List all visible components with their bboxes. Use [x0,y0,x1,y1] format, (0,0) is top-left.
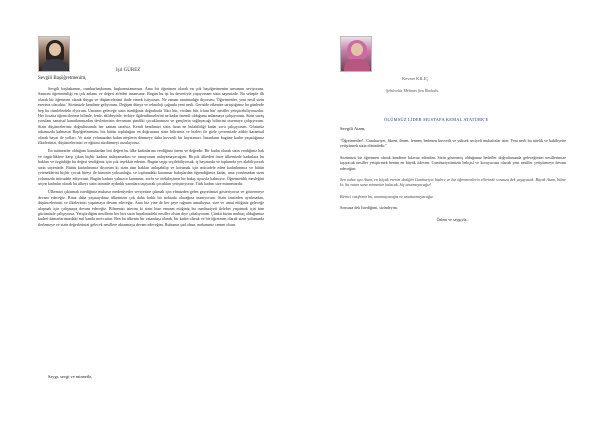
shoulders-shape [42,59,68,72]
author-name-right: Kevser KILIÇ [402,76,429,81]
letter-body-right [340,138,566,226]
closing-right: Özlem ve saygıyla... [436,216,470,222]
author-name-left: Işıl GÜREZ [116,68,141,73]
author-photo-right [340,36,372,72]
greeting-right: Sevgili Atam, [340,126,366,131]
letter-body-left [38,86,264,230]
face-shape [351,43,363,56]
paragraph: Sonsuza dek İstediğimi, sizindeyim. [340,205,398,211]
author-photo-left [38,36,70,72]
paragraph: Sen rahat uyu Atam, en büyük eserim dediğin Cumhuriyet bizlere ve biz öğretmenlerin ellerinde sonsuza dek yaşayacak. Büyük Atam, bilme ki; bu vatan sana minnettar kalacak, hiç unutmayacağız! [340,177,566,188]
closing-left: Saygı, sevgi ve minnetle, [48,374,93,379]
paragraph: "Öğretmenler!.. Cumhuriyet, fikren, ilmen, fennen, bedenen kuvvetli ve yüksek seciyeli muhafızlar ister. Yeni nesli bu nitelik ve kabiliyette yetiştirmek sizin elinizdedir." [340,138,566,149]
greeting-left: Sevgili Başöğretmenim, [38,76,87,81]
paragraph: Sevgili başbakanım, cumhurbaşkanım, başkomutanımsın. Ama bir öğretmen olarak en çok başöğretmenim unvanını seviyorum. Sanırım öğretmenliği en çok anlamı ve değeri atfeden insansınız. Bugün bu işi bu devretiyle yapıyorsam sizin sayenizde. Bu sebeple ilk olarak bir öğretmen olarak duygu ve düşüncelerimi ifade etmek istiyorum. Ne zaman unutmadığa diyorum; 'Öğretmenler, yeni nesil sizin eseriniz olacaktır.' Sözünüzle kendime geliyorum. Değişen dünya ve teknoloji çağında yeni nesli. Geriside etkenize tartıştığımız bu günlerde hep bu cümlelerdeki elyorum. Umarım geleceğe sizin istediğiniz doğrultuda 'fikri hür, vicdanı hür, irfanı hür' nesiller yetiştirebiliyoruzdur. Her fırsatta öğrencilerime bilimle, fenle, aklıbeyinle, terbiye ilgilendirmelerini ne kadar önemli olduğunu anlatmaya çalışıyorum. Sizin savaş yorulanı sanatsal kanatlarımızdan devletimizin devamını şimdiki çocuklarımıza ve gençlerin sağlayacağı bilincini oturmaya çalışıyorum. Sizin düşünceleriniz doğrultusunda her zaman tarafsız, Kendi kendimizi sizin fizan ne bulabildiği kadar soru çalışıyorum. Gözünüz arkamızda kalmasın Başöğretmenim, biz bütün topluluğun en doğrusunu sizin bilirsiniz ve bizleri ile gizle çevremizde adıbir karamsal olarak hayat ile yolları. Ve sizin yolunuzdan kalan ateşlerin dönmeye daha kuvvetli bir hayatımızı. İnsanların bugüne kadar yaşattığımız fikirlerinizi, düşüncelerinizi ve eğitimi sürdürmeyi arzuluyoruz. [38,86,264,146]
school-name: Şehitvehir Mehmet Şen İlkokulu [386,88,439,93]
paragraph: Ülkemizi çıkarmak istediğiniz muhasır medeniyetler seviyesine çıkmak için elimizden gelen gayretimizi gösteriyoruz ve göstermeye devam edeceğiz. Biraz daha yaşasaydınız ülkemizin çok daha farklı bir noktada olacağına inanıyorum. Sizin izinizden ayrılmadan, düşüncelerinizi ve ilkelerinizi yaşatmaya devam edeceğiz. Ama biz yine de her şeye rağmen umutluyuz, size ve umut ettiğiniz geleceğe ulaşmak için çalışmaya devam edeceğiz. Bilmenizi isterim ki sizin bize emanet ettiğiniz bu cumhuriyeti ilelebet yaşatmak için tüm gücümüzle çalışıyoruz. Yetiştirdiğim nesillerin her biri sizin hayalinizdeki nesiller olsun diye çabalıyorum. Çünkü bizim muhtaç olduğumuz kudret damarlarımızdaki asil kanda mevcuttur. Ben bu ülkenin bir vatandaşı olarak, bir kadın olarak ve bir öğretmen olarak sizin yolunuzda ilerlemeye ve sizin değerlerinizi gelecek nesillere aktarmaya devam edeceğim. Ruhunuz şad olsun, mekanınız cennet olsun. [38,189,264,227]
shoulders-shape [344,59,370,72]
paragraph: Sözünüzü bir öğretmen olarak kendime kılavuz edindim. Sizin göstermiş olduğunuz hedefler doğrultusunda geleceğimizi nesillerimize taşıyacak nesiller yetiştirmek benim en büyük ödevim. Cumhuriyetimizin bekçisi ve koruyucusu olacak yeni nesiller yetiştirmeye devam edeceğim. [340,154,566,171]
paragraph: En mümeztler olduğum konulardan biri değeri bu ülke kadınlarına verdiğiniz önem ve değerdir. Bir kadın olarak sizin verdiğiniz hak ve özgürlüklere karşı çıkan hiçbir kadına anlayamadım ve umuyorum anlayamayacağım. Birçok ülkeden önce ülkemizde kadınlara bu hakları ve özgürlüğe bu değeri verdiğiniz için çok teşekkür ederim. Bugün seçip seçilebiliyorsak, iş hayatında ve toplumda yer alabiliyorsak sizin sayenizde. Bütün kadınlarımız diyorum ki sizin tüm hakları anlaşabilip ve korumak için mücadele eden kadınlarımız ve bütün yeteneklerini hiçbir çocuk bireyi ile kiminin yoksunluğu, ve toplumdaki karamsar bakışlardan öğrendiğimiz kadar, ama yorulmadan sizin yolunuzda mücadele ediyorum. Bugün kadına yalnızca karamsar, zorlu ve ötekileştiren bir bakış açısıyla kalmıyor. Öğretmenlik mesleğini seçen kadınlar olarak bu ülkeyi sizin izinizde aydınlık yarınlara taşıyacak çocukları yetiştiriyoruz. Türk kadını size minnettardır. [38,148,264,186]
letter-heading: ÖLÜMSÜZ LİDER MUSTAFA KEMAL ATATÜRK'E [384,117,489,122]
paragraph: Birinci vazifemiz bu, unutmayacağız ve unutturmayacağız. [340,193,434,199]
face-shape [49,43,61,56]
